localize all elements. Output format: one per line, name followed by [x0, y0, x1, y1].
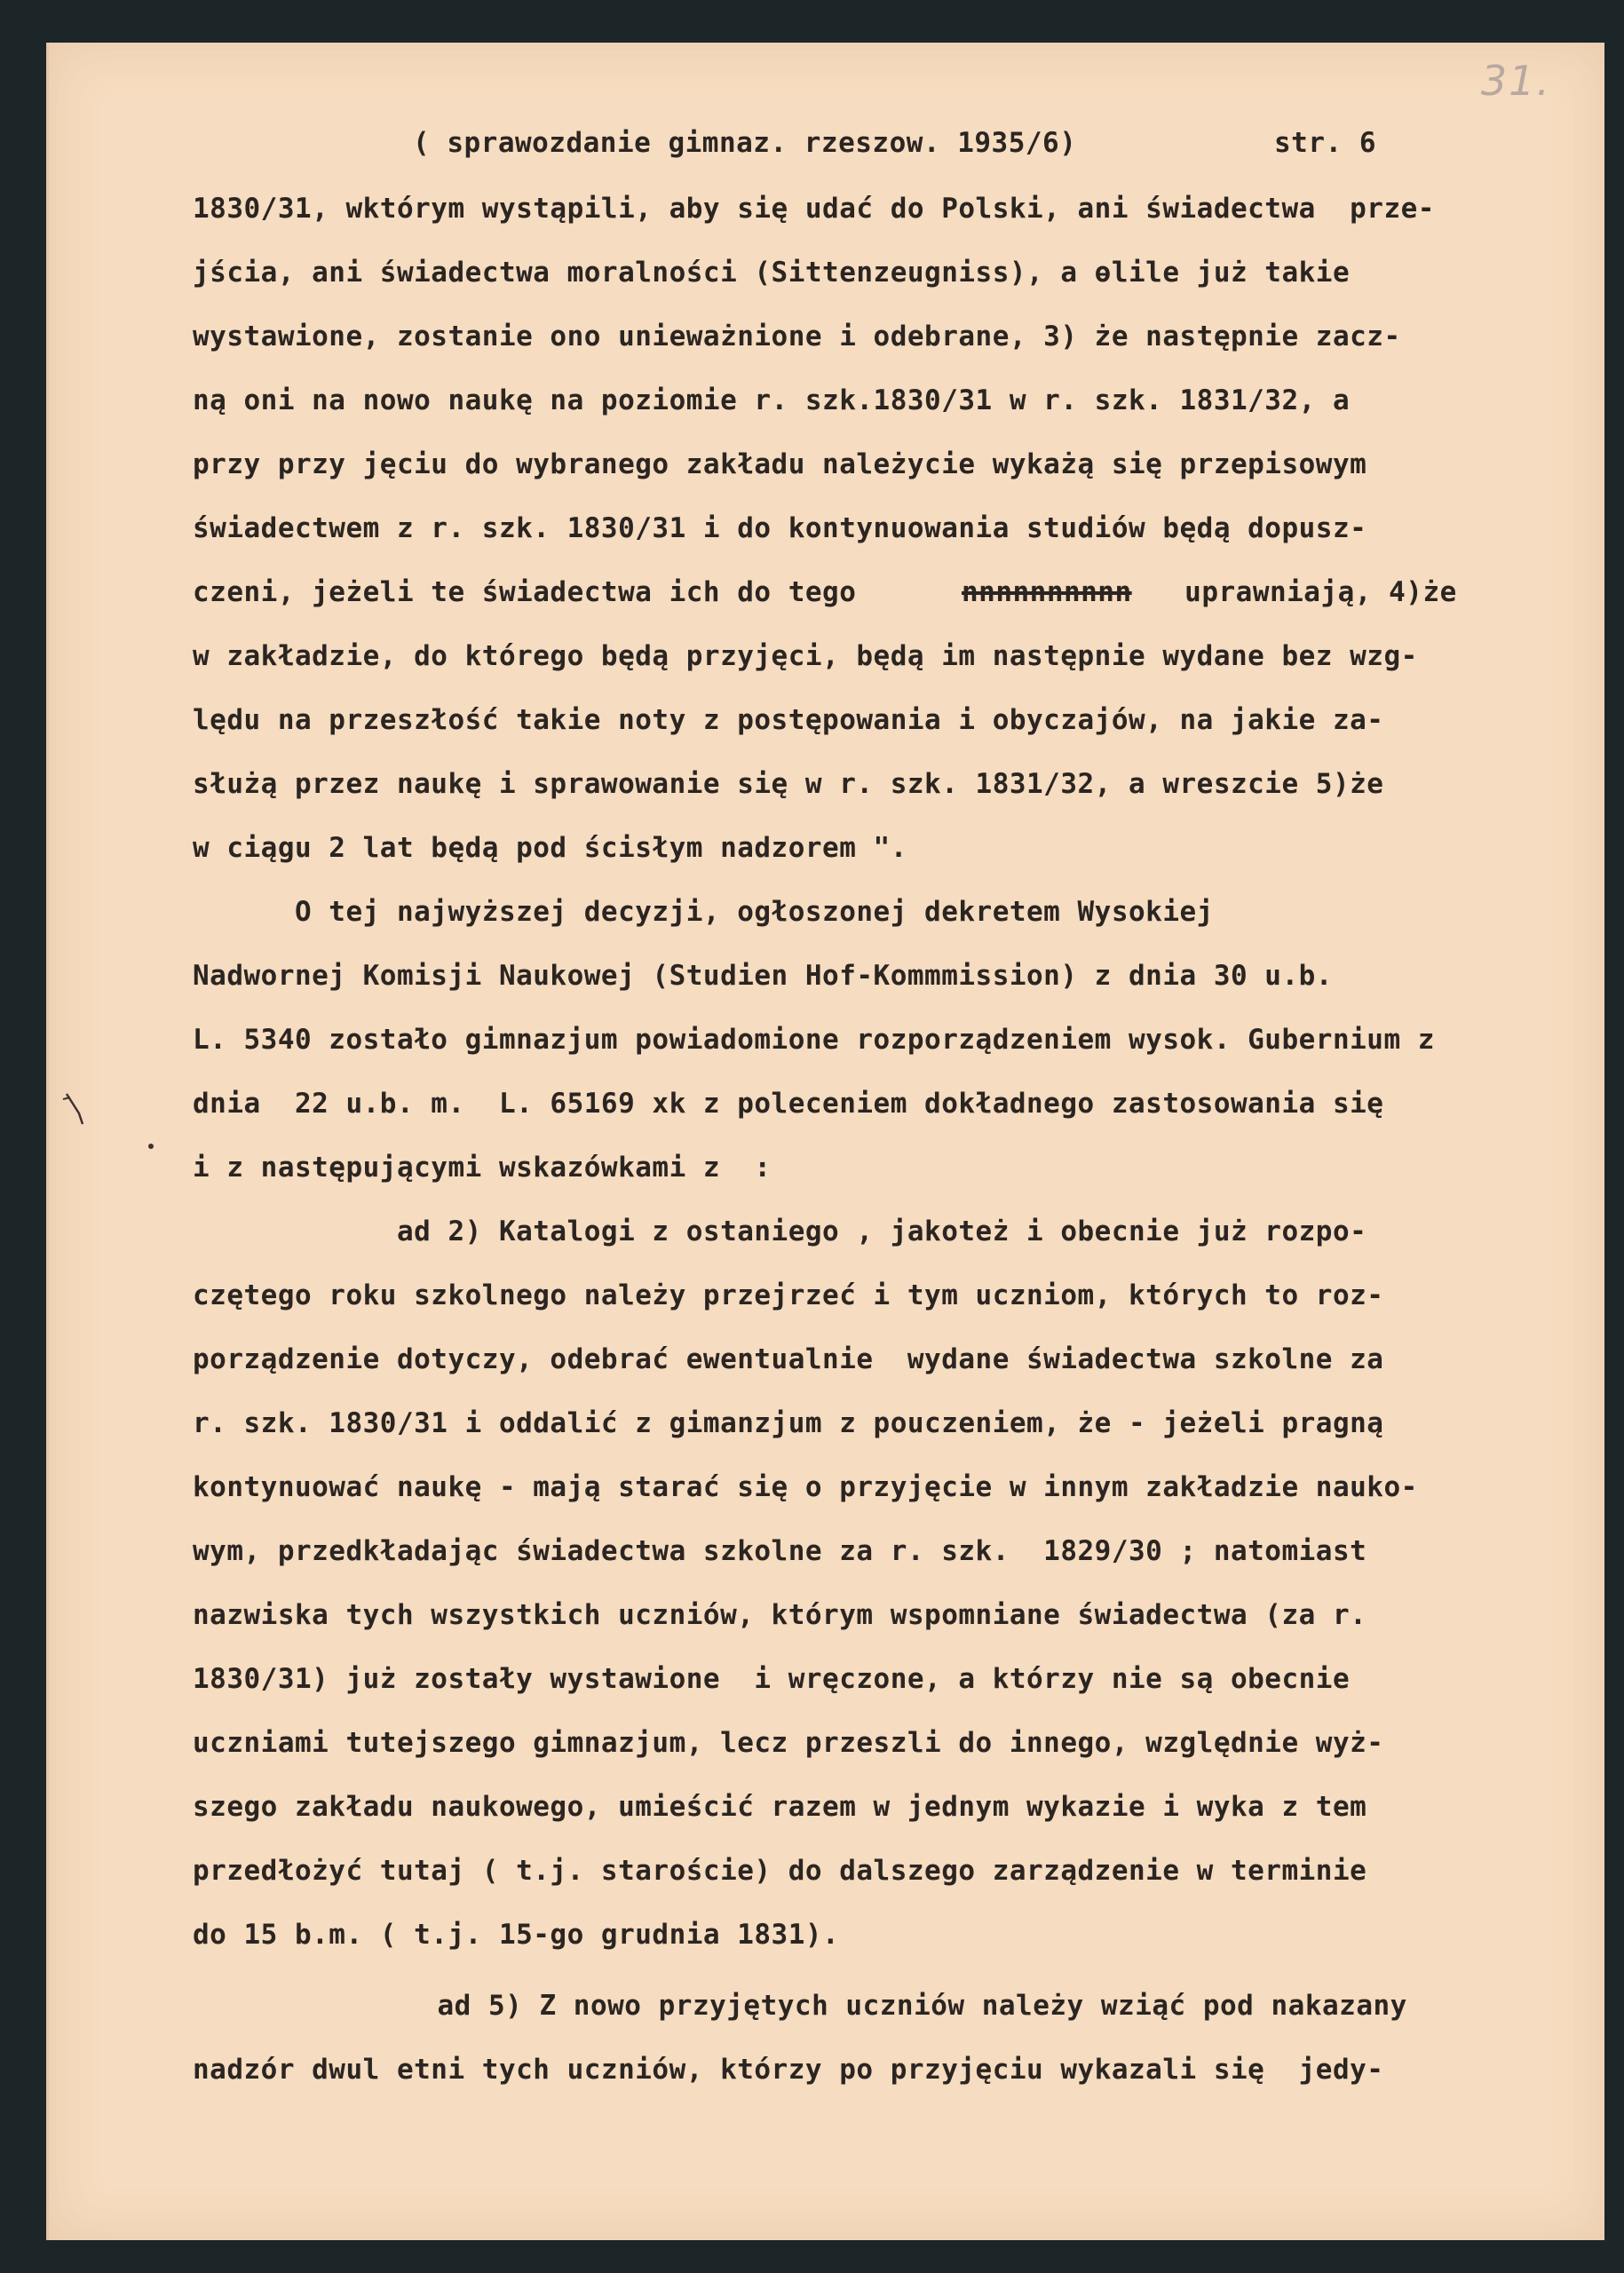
text-line: czeni, jeżeli te świadectwa ich do tego — [193, 576, 857, 608]
text-line: lędu na przeszłość takie noty z postępowania i obyczajów, na jakie za- — [193, 704, 1384, 736]
text-line: nazwiska tych wszystkich uczniów, którym wspomniane świadectwa (za r. — [193, 1599, 1367, 1631]
text-line: uprawniają, 4)że — [1168, 576, 1457, 608]
text-line: jścia, ani świadectwa moralności (Sittenzeugniss), a ѳlile już takie — [193, 257, 1351, 289]
text-line: uczniami tutejszego gimnazjum, lecz przeszli do innego, względnie wyż- — [193, 1727, 1384, 1759]
text-line: porządzenie dotyczy, odebrać ewentualnie wydane świadectwa szkolne za — [193, 1343, 1384, 1375]
text-line: szego zakładu naukowego, umieścić razem w jednym wykazie i wyka z tem — [193, 1791, 1367, 1823]
margin-dot — [148, 1144, 154, 1149]
text-line: świadectwem z r. szk. 1830/31 i do kontynuowania studiów będą dopusz- — [193, 512, 1367, 544]
text-line: kontynuować naukę - mają starać się o przyjęcie w innym zakładzie nauko- — [193, 1471, 1418, 1503]
text-line: i z następującymi wskazówkami z : — [193, 1152, 772, 1184]
text-line: ną oni na nowo naukę na poziomie r. szk.1830/31 w r. szk. 1831/32, a — [193, 384, 1351, 416]
text-line: nadzór dwul etni tych uczniów, którzy po przyjęciu wykazali się jedy- — [193, 2054, 1384, 2086]
struck-out-word: nnnnnnnnnn — [962, 576, 1132, 608]
text-line: 1830/31) już zostały wystawione i wręczone, a którzy nie są obecnie — [193, 1663, 1351, 1695]
text-line: przedłożyć tutaj ( t.j. staroście) do dalszego zarządzenie w terminie — [193, 1855, 1367, 1887]
typewritten-text — [49, 43, 1457, 2086]
text-line: 1830/31, wktórym wystąpili, aby się udać do Polski, ani świadectwa prze- — [193, 193, 1435, 225]
text-line: w ciągu 2 lat będą pod ścisłym nadzorem ". — [193, 832, 907, 864]
text-line: r. szk. 1830/31 i oddalić z gimanzjum z pouczeniem, że - jeżeli pragną — [193, 1407, 1384, 1439]
text-line: O tej najwyższej decyzji, ogłoszonej dekretem Wysokiej — [193, 896, 1214, 928]
text-line: Nadwornej Komisji Naukowej (Studien Hof-Kommmission) z dnia 30 u.b. — [193, 960, 1333, 992]
text-line: ad 5) Z nowo przyjętych uczniów należy wziąć pod nakazany — [386, 1990, 1407, 2022]
text-line: czętego roku szkolnego należy przejrzeć i tym uczniom, których to roz- — [193, 1279, 1384, 1311]
text-line: wym, przedkładając świadectwa szkolne za r. szk. 1829/30 ; natomiast — [193, 1535, 1367, 1567]
header-title: ( sprawozdanie gimnaz. rzeszow. 1935/6) — [413, 127, 1077, 159]
text-line: do 15 b.m. ( t.j. 15-go grudnia 1831). — [193, 1919, 840, 1951]
text-line: w zakładzie, do którego będą przyjęci, będą im następnie wydane bez wzg- — [193, 640, 1418, 672]
text-line: przy przy jęciu do wybranego zakładu należycie wykażą się przepisowym — [193, 448, 1367, 480]
text-line: wystawione, zostanie ono unieważnione i odebrane, 3) że następnie zacz- — [193, 321, 1401, 352]
pencil-page-number: 31. — [1480, 57, 1551, 105]
text-line: ad 2) Katalogi z ostaniego , jakoteż i obecnie już rozpo- — [193, 1216, 1367, 1247]
text-line: służą przez naukę i sprawowanie się w r. szk. 1831/32, a wreszcie 5)że — [193, 768, 1384, 800]
text-line: L. 5340 zostało gimnazjum powiadomione rozporządzeniem wysok. Gubernium z — [193, 1024, 1435, 1056]
text-line: dnia 22 u.b. m. L. 65169 xk z poleceniem dokładnego zastosowania się — [193, 1088, 1384, 1120]
header-page-number: str. 6 — [1274, 127, 1376, 159]
document-page — [46, 43, 1604, 2240]
